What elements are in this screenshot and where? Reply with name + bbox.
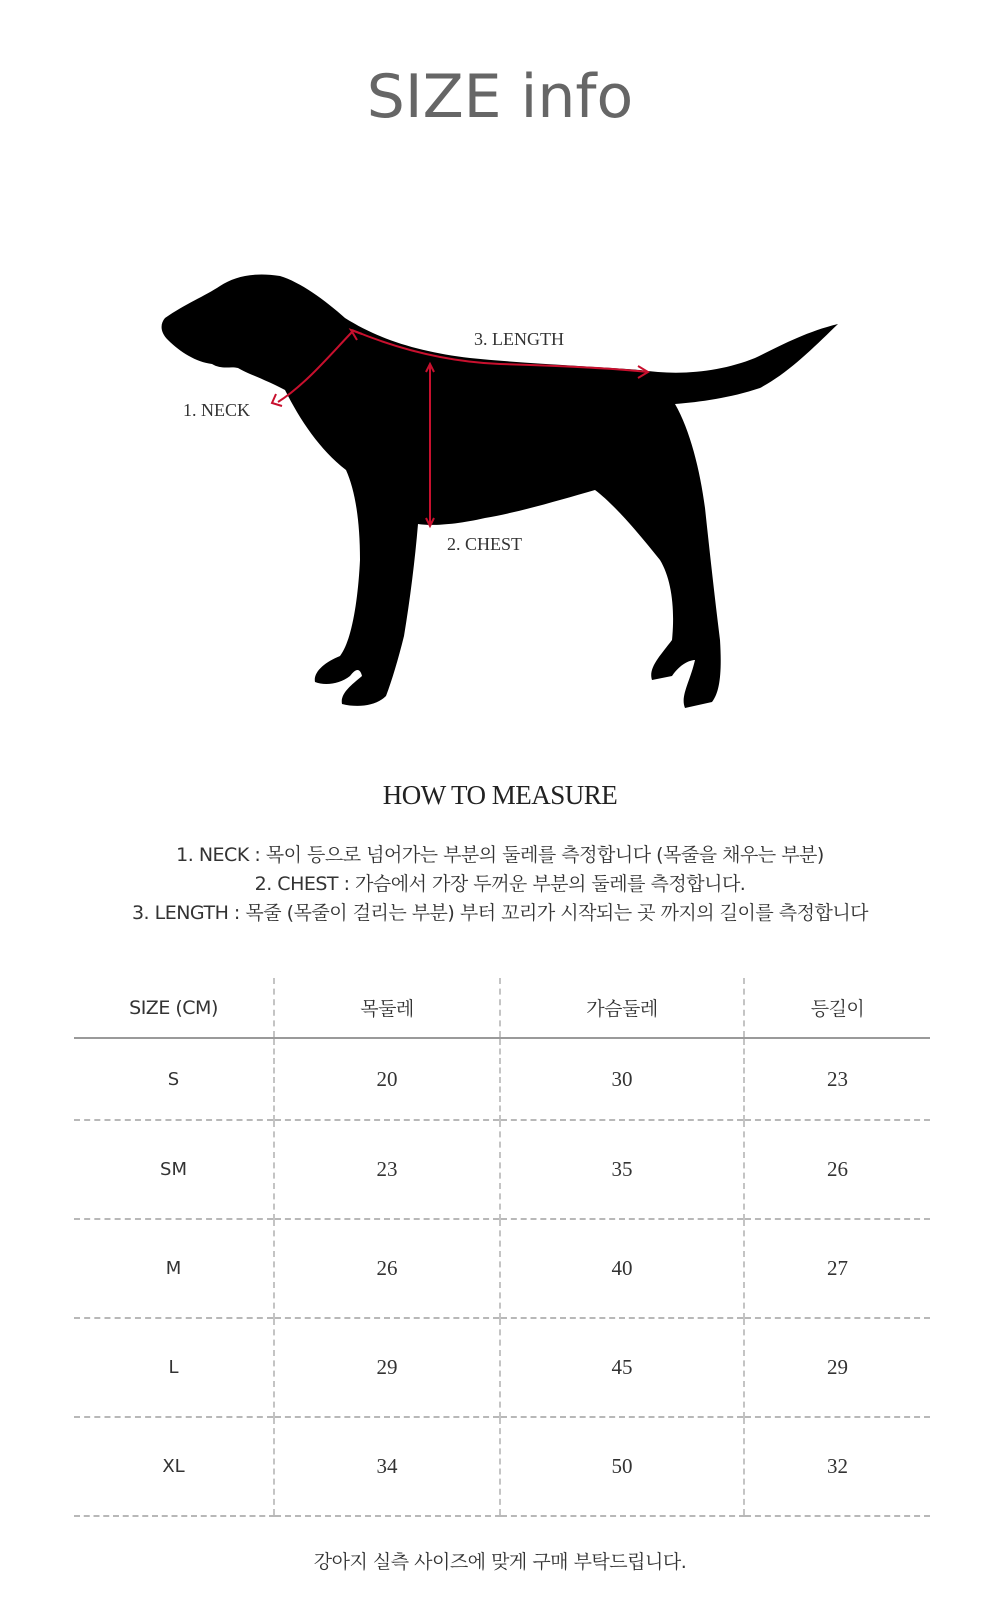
- length-cell: 29: [744, 1318, 930, 1417]
- neck-cell: 23: [274, 1120, 500, 1219]
- length-label: 3. LENGTH: [474, 329, 564, 349]
- chest-cell: 50: [500, 1417, 744, 1516]
- size-cell: L: [74, 1318, 274, 1417]
- chest-label: 2. CHEST: [447, 534, 523, 554]
- size-cell: SM: [74, 1120, 274, 1219]
- header-chest: 가슴둘레: [500, 978, 744, 1038]
- chest-cell: 40: [500, 1219, 744, 1318]
- neck-label: 1. NECK: [183, 400, 250, 420]
- size-table: [74, 978, 930, 1517]
- table-row: [74, 1120, 930, 1219]
- table-row: [74, 1219, 930, 1318]
- measure-instruction-chest: 2. CHEST : 가슴에서 가장 두꺼운 부분의 둘레를 측정합니다.: [254, 873, 746, 895]
- chest-cell: 30: [500, 1038, 744, 1120]
- length-cell: 23: [744, 1038, 930, 1120]
- how-to-measure-heading: HOW TO MEASURE: [382, 780, 618, 810]
- footer-note: 강아지 실측 사이즈에 맞게 구매 부탁드립니다.: [313, 1551, 687, 1573]
- size-cell: M: [74, 1219, 274, 1318]
- table-row: [74, 1318, 930, 1417]
- size-table-header: [74, 978, 930, 1038]
- measure-instruction-neck: 1. NECK : 목이 등으로 넘어가는 부분의 둘레를 측정합니다 (목줄을 채우는 부분): [176, 844, 824, 866]
- length-cell: 26: [744, 1120, 930, 1219]
- dog-measurement-figure: [0, 230, 1000, 730]
- neck-cell: 26: [274, 1219, 500, 1318]
- header-length: 등길이: [744, 978, 930, 1038]
- neck-cell: 29: [274, 1318, 500, 1417]
- measure-instruction-length: 3. LENGTH : 목줄 (목줄이 걸리는 부분) 부터 꼬리가 시작되는 곳 까지의 길이를 측정합니다: [131, 902, 869, 924]
- chest-cell: 45: [500, 1318, 744, 1417]
- length-cell: 27: [744, 1219, 930, 1318]
- table-row: [74, 1417, 930, 1516]
- table-row: [74, 1038, 930, 1120]
- size-cell: XL: [74, 1417, 274, 1516]
- size-cell: S: [167, 1068, 180, 1090]
- length-cell: 32: [744, 1417, 930, 1516]
- dog-eye: [236, 298, 240, 302]
- page-title: SIZE info: [366, 62, 634, 132]
- header-size: SIZE (CM): [74, 978, 274, 1038]
- neck-cell: 20: [274, 1038, 500, 1120]
- neck-cell: 34: [274, 1417, 500, 1516]
- chest-cell: 35: [500, 1120, 744, 1219]
- header-neck: 목둘레: [274, 978, 500, 1038]
